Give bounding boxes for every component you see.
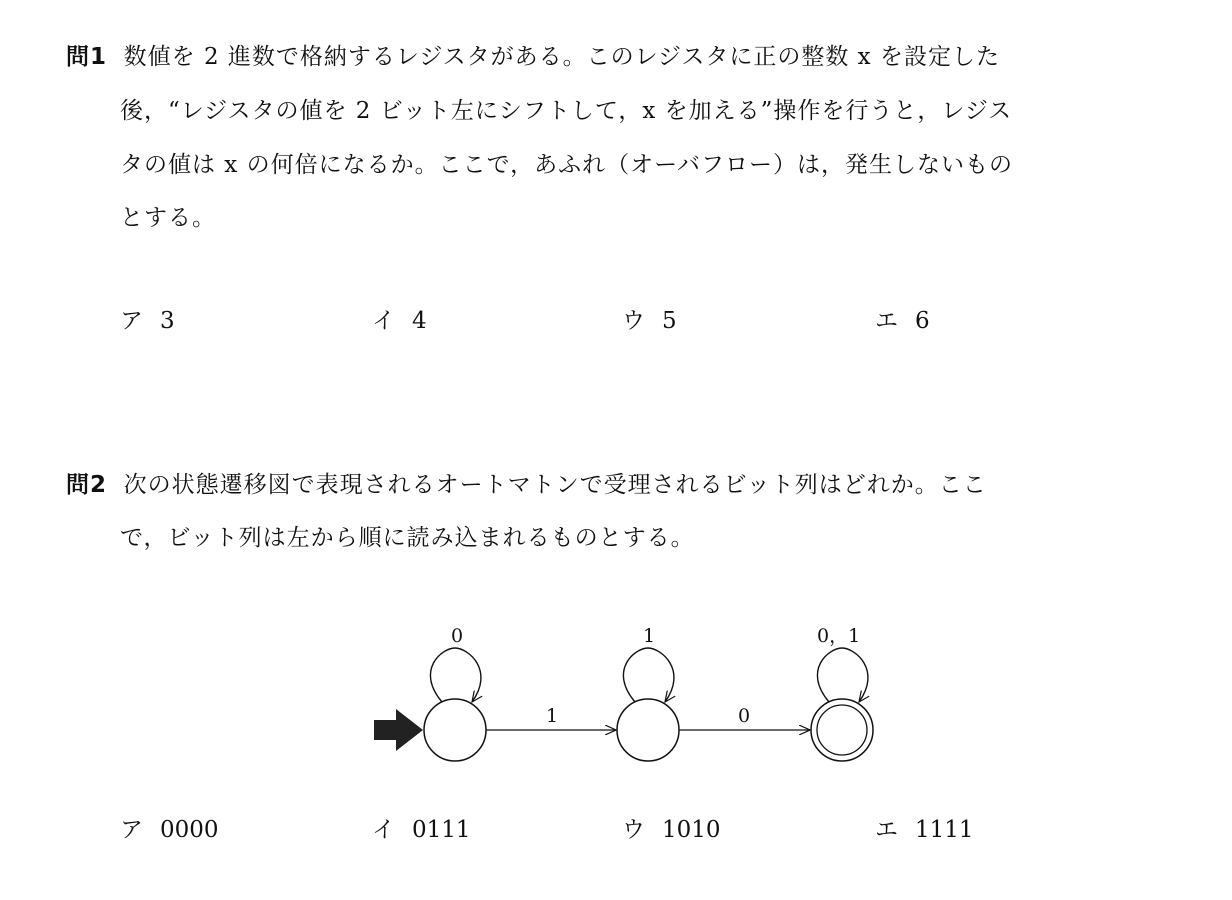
self-loop-label-3: 0，1 [817, 625, 861, 647]
choice-kana: エ [875, 308, 898, 334]
question-1-line-3: タの値は x の何倍になるか。ここで，あふれ（オーバフロー）は，発生しないもの [120, 152, 1013, 178]
choice-kana: エ [875, 817, 898, 843]
choice-value: 4 [412, 308, 427, 334]
question-1-line-1 [66, 42, 1000, 72]
question-2-text-1: 次の状態遷移図で表現されるオートマトンで受理されるビット列はどれか。ここ [123, 472, 987, 498]
start-arrow-icon [374, 709, 423, 751]
state-2 [617, 699, 679, 761]
choice-value: 1010 [662, 817, 721, 843]
choice-value: 0000 [160, 817, 219, 843]
transition-label-2-3: 0 [738, 705, 751, 727]
self-loop-label-1: 0 [451, 625, 464, 647]
question-2-number: 問2 [66, 472, 108, 498]
state-3-outer [811, 699, 873, 761]
question-2-choice-b[interactable] [372, 815, 471, 845]
state-transition-diagram [360, 610, 900, 780]
choice-kana: イ [372, 817, 395, 843]
choice-kana: ア [120, 308, 143, 334]
question-2-choice-a[interactable] [120, 815, 219, 845]
choice-value: 5 [662, 308, 677, 334]
question-1-choice-c[interactable] [622, 306, 677, 336]
question-2-line-1 [66, 470, 987, 500]
choice-value: 3 [160, 308, 175, 334]
state-1 [424, 699, 486, 761]
choice-kana: イ [372, 308, 395, 334]
question-1-text-1: 数値を 2 進数で格納するレジスタがある。このレジスタに正の整数 x を設定した [123, 44, 1000, 70]
question-2-line-2: で，ビット列は左から順に読み込まれるものとする。 [120, 525, 695, 551]
choice-kana: ウ [622, 817, 645, 843]
question-2-choice-c[interactable] [622, 815, 721, 845]
self-loop-label-2: 1 [643, 625, 656, 647]
question-2-choice-d[interactable] [875, 815, 974, 845]
question-1-line-2: 後，“レジスタの値を 2 ビット左にシフトして，x を加える”操作を行うと，レジス [120, 98, 1013, 124]
question-1-choice-b[interactable] [372, 306, 427, 336]
choice-value: 1111 [915, 817, 974, 843]
question-1-choice-d[interactable] [875, 306, 930, 336]
choice-kana: ア [120, 817, 143, 843]
choice-kana: ウ [622, 308, 645, 334]
self-loop-2 [623, 648, 674, 702]
question-1-number: 問1 [66, 44, 108, 70]
transition-label-1-2: 1 [546, 705, 559, 727]
choice-value: 0111 [412, 817, 471, 843]
self-loop-3 [817, 648, 868, 702]
question-1-choice-a[interactable] [120, 306, 175, 336]
self-loop-1 [430, 648, 481, 702]
choice-value: 6 [915, 308, 930, 334]
question-1-line-4: とする。 [120, 205, 216, 231]
